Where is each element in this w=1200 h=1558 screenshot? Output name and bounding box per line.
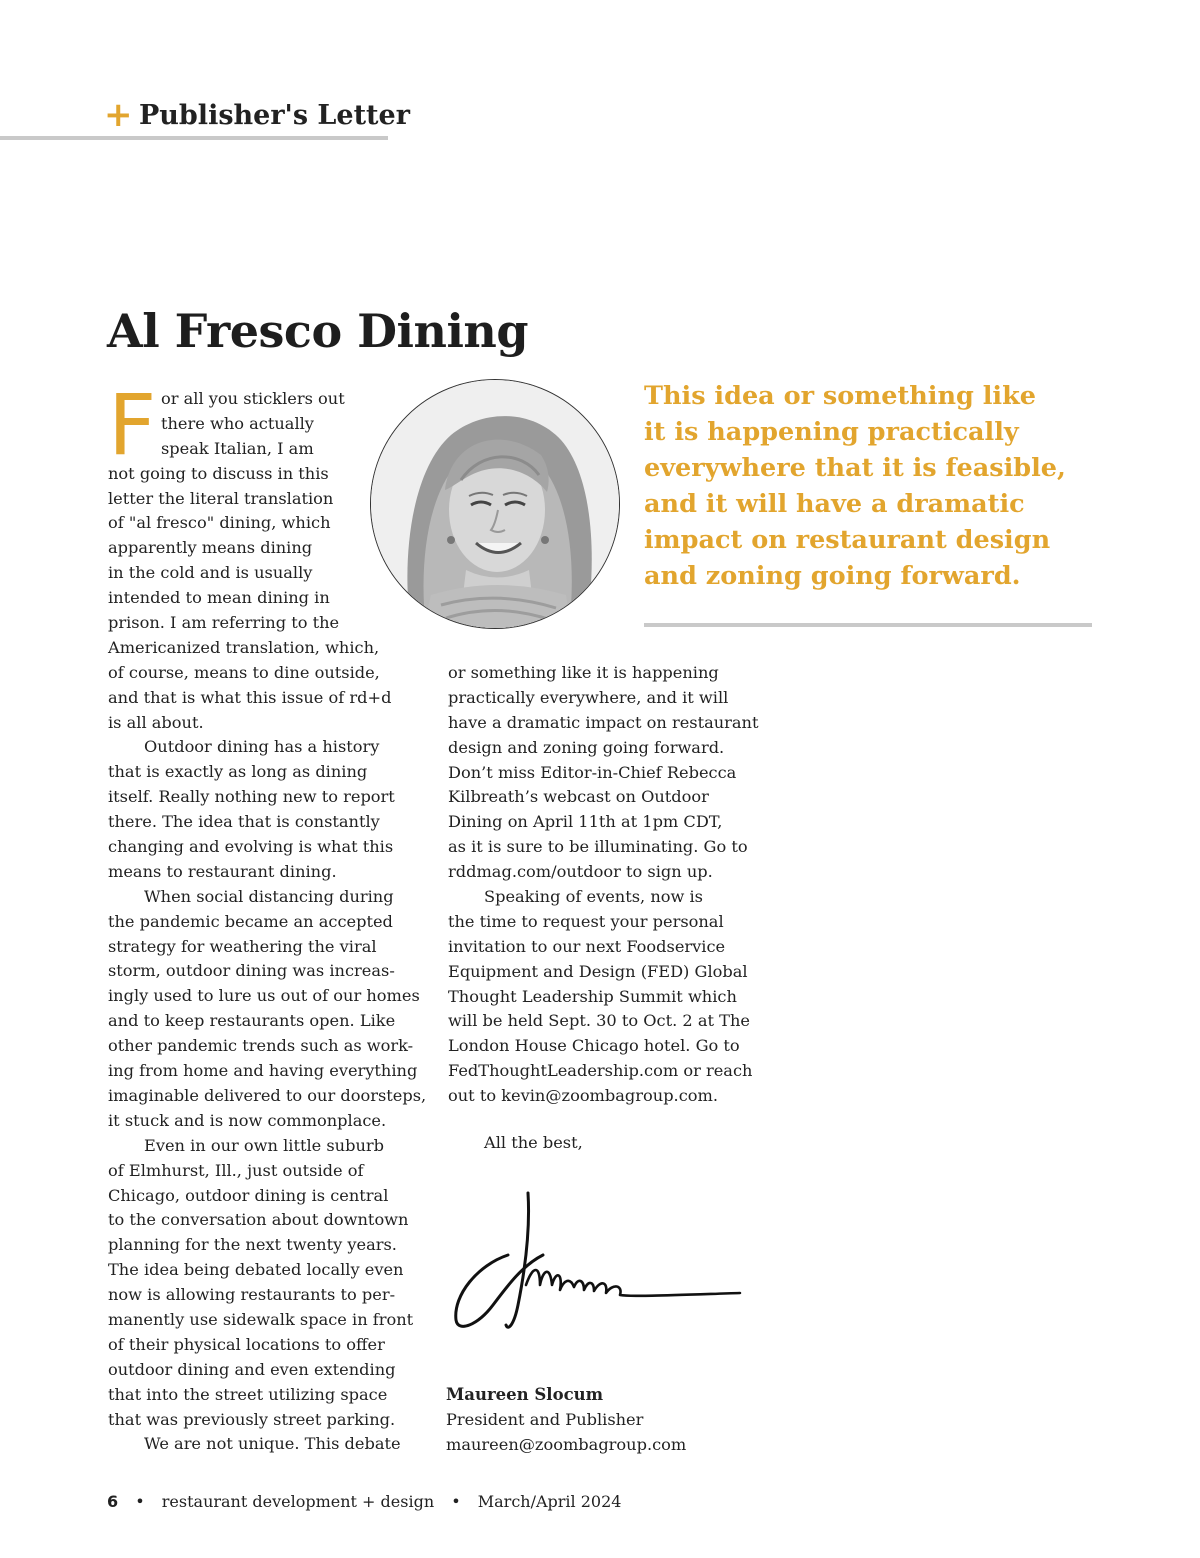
- article-headline: Al Fresco Dining: [107, 304, 529, 358]
- pull-quote-line: and zoning going forward.: [644, 561, 1021, 591]
- body-line: Chicago, outdoor dining is central: [108, 1185, 389, 1205]
- publication-name: restaurant development + design: [161, 1492, 435, 1511]
- body-line: the pandemic became an accepted: [108, 911, 393, 931]
- body-line: it stuck and is now commonplace.: [108, 1110, 387, 1130]
- body-line: outdoor dining and even extending: [108, 1359, 396, 1379]
- body-line: Equipment and Design (FED) Global: [448, 961, 748, 981]
- body-line: Even in our own little suburb: [144, 1135, 384, 1155]
- portrait-image: [371, 380, 619, 628]
- section-label: Publisher's Letter: [139, 100, 410, 131]
- body-line: planning for the next twenty years.: [108, 1235, 397, 1255]
- body-line: speak Italian, I am: [161, 438, 314, 458]
- pull-quote-line: it is happening practically: [644, 417, 1019, 447]
- body-line: other pandemic trends such as work-: [108, 1036, 414, 1056]
- body-line: ingly used to lure us out of our homes: [108, 986, 420, 1006]
- body-line: as it is sure to be illuminating. Go to: [448, 837, 748, 857]
- body-line: of "al fresco" dining, which: [108, 513, 331, 533]
- drop-cap: F: [108, 376, 157, 474]
- body-line: rddmag.com/outdoor to sign up.: [448, 862, 713, 882]
- body-line: have a dramatic impact on restaurant: [448, 712, 759, 732]
- author-portrait: [370, 379, 620, 629]
- body-line: ing from home and having everything: [108, 1061, 418, 1081]
- body-line: of their physical locations to offer: [108, 1334, 385, 1354]
- body-line: itself. Really nothing new to report: [108, 787, 395, 807]
- body-line: invitation to our next Foodservice: [448, 936, 726, 956]
- body-line: Don’t miss Editor-in-Chief Rebecca: [448, 762, 737, 782]
- signature-block: [446, 1382, 686, 1457]
- pull-quote-line: impact on restaurant design: [644, 525, 1051, 555]
- body-line: or something like it is happening: [448, 663, 719, 682]
- body-line: that was previously street parking.: [108, 1409, 396, 1429]
- body-line: to the conversation about downtown: [108, 1210, 409, 1230]
- issue-date: March/April 2024: [477, 1492, 622, 1511]
- body-line: Dining on April 11th at 1pm CDT,: [448, 812, 723, 832]
- body-line: imaginable delivered to our doorsteps,: [108, 1085, 427, 1105]
- body-line: now is allowing restaurants to per-: [108, 1285, 396, 1305]
- body-line: of Elmhurst, Ill., just outside of: [108, 1160, 364, 1180]
- body-line: practically everywhere, and it will: [448, 687, 729, 707]
- section-header: [0, 95, 410, 140]
- body-line: Speaking of events, now is: [484, 887, 703, 907]
- body-line: FedThoughtLeadership.com or reach: [448, 1061, 753, 1081]
- body-line: London House Chicago hotel. Go to: [448, 1036, 740, 1056]
- publisher-email: maureen@zoombagroup.com: [446, 1435, 687, 1454]
- body-line: prison. I am referring to the: [108, 613, 340, 633]
- page-footer: [107, 1492, 621, 1511]
- body-line: will be held Sept. 30 to Oct. 2 at The: [448, 1011, 750, 1031]
- body-line: there who actually: [161, 413, 314, 433]
- pull-quote-line: and it will have a dramatic: [644, 489, 1025, 519]
- body-line: that into the street utilizing space: [108, 1384, 388, 1404]
- publisher-name: Maureen Slocum: [446, 1385, 604, 1404]
- body-line: the time to request your personal: [448, 911, 724, 931]
- body-line: strategy for weathering the viral: [108, 936, 377, 956]
- body-line: not going to discuss in this: [108, 463, 329, 483]
- body-line: storm, outdoor dining was increas-: [108, 961, 395, 981]
- pull-quote: [644, 378, 1094, 594]
- body-line: means to restaurant dining.: [108, 861, 337, 881]
- body-line: out to kevin@zoombagroup.com.: [448, 1086, 719, 1106]
- body-line: letter the literal translation: [108, 488, 334, 508]
- body-line: Thought Leadership Summit which: [448, 986, 737, 1006]
- body-line: The idea being debated locally even: [108, 1260, 404, 1280]
- body-line: there. The idea that is constantly: [108, 812, 380, 832]
- body-line: Americanized translation, which,: [108, 637, 380, 657]
- body-line: When social distancing during: [144, 886, 394, 906]
- body-line: design and zoning going forward.: [448, 737, 725, 757]
- article-column-2: [448, 661, 768, 1109]
- publisher-title: President and Publisher: [446, 1410, 644, 1429]
- page-number: 6: [107, 1492, 119, 1511]
- article-column-1: [108, 387, 427, 1457]
- footer-bullet: •: [135, 1492, 145, 1511]
- pull-quote-line: This idea or something like: [644, 381, 1036, 411]
- pull-quote-rule: [644, 623, 1092, 627]
- handwritten-signature: [448, 1185, 748, 1335]
- body-line: or all you sticklers out: [161, 389, 345, 408]
- body-line: intended to mean dining in: [108, 588, 330, 608]
- body-line: and that is what this issue of rd+d: [108, 687, 392, 707]
- body-line: of course, means to dine outside,: [108, 662, 380, 682]
- footer-bullet: •: [451, 1492, 461, 1511]
- body-line: manently use sidewalk space in front: [108, 1309, 414, 1329]
- body-line: and to keep restaurants open. Like: [108, 1011, 396, 1031]
- body-line: We are not unique. This debate: [144, 1434, 401, 1454]
- body-line: Kilbreath’s webcast on Outdoor: [448, 787, 709, 807]
- body-line: changing and evolving is what this: [108, 837, 394, 857]
- body-line: Outdoor dining has a history: [144, 737, 380, 757]
- body-line: that is exactly as long as dining: [108, 762, 368, 782]
- plus-icon: +: [104, 95, 133, 135]
- body-line: in the cold and is usually: [108, 563, 313, 583]
- body-line: is all about.: [108, 712, 204, 732]
- body-line: apparently means dining: [108, 538, 313, 558]
- pull-quote-line: everywhere that it is feasible,: [644, 453, 1066, 483]
- closing-line: All the best,: [484, 1133, 583, 1152]
